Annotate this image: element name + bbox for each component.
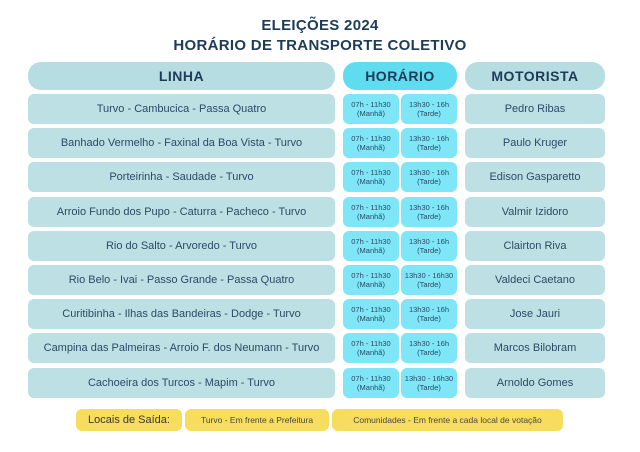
driver-cell: Edison Gasparetto [465, 162, 605, 192]
afternoon-label: (Tarde) [417, 382, 441, 392]
morning-label: (Manhã) [357, 314, 385, 324]
morning-time-cell [343, 162, 399, 192]
morning-time: 07h - 11h30 [351, 236, 391, 246]
route-cell: Porteirinha - Saudade - Turvo [28, 162, 335, 192]
afternoon-time-cell [401, 333, 457, 363]
afternoon-time: 13h30 - 16h30 [404, 270, 454, 280]
morning-label: (Manhã) [357, 143, 385, 153]
morning-time-cell [343, 94, 399, 124]
table-row [0, 264, 640, 298]
morning-time: 07h - 11h30 [351, 339, 391, 349]
morning-time-cell [343, 265, 399, 295]
route-cell: Rio Belo - Ivai - Passo Grande - Passa Quatro [28, 265, 335, 295]
morning-label: (Manhã) [357, 382, 385, 392]
morning-time: 07h - 11h30 [351, 100, 391, 109]
morning-time: 07h - 11h30 [351, 373, 391, 383]
morning-label: (Manhã) [357, 279, 385, 289]
driver-cell: Valmir Izidoro [465, 197, 605, 227]
morning-time-cell [343, 231, 399, 261]
morning-time: 07h - 11h30 [351, 202, 391, 212]
table-row [0, 367, 640, 401]
afternoon-label: (Tarde) [417, 314, 441, 324]
route-cell: Arroio Fundo dos Pupo - Caturra - Pacheco - Turvo [28, 197, 335, 227]
afternoon-time: 13h30 - 16h [408, 305, 450, 315]
afternoon-time: 13h30 - 16h [408, 168, 450, 178]
driver-cell: Clairton Riva [465, 231, 605, 261]
morning-label: (Manhã) [357, 245, 385, 255]
route-cell: Turvo - Cambucica - Passa Quatro [28, 94, 335, 124]
page-title-line2: HORÁRIO DE TRANSPORTE COLETIVO [173, 37, 467, 54]
driver-cell: Valdeci Caetano [465, 265, 605, 295]
afternoon-time: 13h30 - 16h [408, 236, 450, 246]
afternoon-time-cell [401, 299, 457, 329]
afternoon-label: (Tarde) [417, 279, 441, 289]
morning-time: 07h - 11h30 [351, 168, 391, 178]
footer-label: Locais de Saída: [76, 409, 182, 431]
afternoon-time: 13h30 - 16h [408, 134, 450, 144]
table-row [0, 196, 640, 230]
table-row [0, 127, 640, 161]
column-header-motorista: MOTORISTA [465, 62, 605, 90]
morning-time-cell [343, 197, 399, 227]
driver-cell: Jose Jauri [465, 299, 605, 329]
morning-label: (Manhã) [357, 348, 385, 358]
footer-location-turvo: Turvo - Em frente a Prefeitura [185, 409, 329, 431]
afternoon-label: (Tarde) [417, 109, 441, 118]
morning-time: 07h - 11h30 [351, 305, 391, 315]
table-row [0, 161, 640, 195]
route-cell: Cachoeira dos Turcos - Mapim - Turvo [28, 368, 335, 398]
morning-time: 07h - 11h30 [351, 270, 391, 280]
afternoon-time-cell [401, 265, 457, 295]
column-header-linha: LINHA [28, 62, 335, 90]
footer-location-comunidades: Comunidades - Em frente a cada local de votação [332, 409, 563, 431]
afternoon-time: 13h30 - 16h [408, 100, 450, 109]
afternoon-label: (Tarde) [417, 245, 441, 255]
morning-time-cell [343, 299, 399, 329]
route-cell: Banhado Vermelho - Faxinal da Boa Vista - Turvo [28, 128, 335, 158]
morning-time-cell [343, 368, 399, 398]
afternoon-time: 13h30 - 16h30 [404, 373, 454, 383]
page-title-line1: ELEIÇÕES 2024 [261, 17, 379, 34]
afternoon-time-cell [401, 231, 457, 261]
morning-time: 07h - 11h30 [351, 134, 391, 144]
driver-cell: Paulo Kruger [465, 128, 605, 158]
driver-cell: Pedro Ribas [465, 94, 605, 124]
table-row [0, 230, 640, 264]
afternoon-time-cell [401, 162, 457, 192]
afternoon-label: (Tarde) [417, 348, 441, 358]
afternoon-time-cell [401, 94, 457, 124]
morning-label: (Manhã) [357, 211, 385, 221]
afternoon-time-cell [401, 197, 457, 227]
afternoon-label: (Tarde) [417, 143, 441, 153]
schedule-table [0, 93, 640, 401]
afternoon-time-cell [401, 368, 457, 398]
morning-time-cell [343, 333, 399, 363]
morning-time-cell [343, 128, 399, 158]
morning-label: (Manhã) [357, 177, 385, 187]
afternoon-label: (Tarde) [417, 211, 441, 221]
column-header-horario: HORÁRIO [343, 62, 457, 90]
afternoon-time-cell [401, 128, 457, 158]
driver-cell: Marcos Bilobram [465, 333, 605, 363]
afternoon-time: 13h30 - 16h [408, 339, 450, 349]
afternoon-label: (Tarde) [417, 177, 441, 187]
route-cell: Rio do Salto - Arvoredo - Turvo [28, 231, 335, 261]
driver-cell: Arnoldo Gomes [465, 368, 605, 398]
table-row [0, 332, 640, 366]
afternoon-time: 13h30 - 16h [408, 202, 450, 212]
table-row [0, 298, 640, 332]
morning-label: (Manhã) [357, 109, 385, 118]
route-cell: Campina das Palmeiras - Arroio F. dos Neumann - Turvo [28, 333, 335, 363]
route-cell: Curitibinha - Ilhas das Bandeiras - Dodge - Turvo [28, 299, 335, 329]
table-row [0, 93, 640, 127]
